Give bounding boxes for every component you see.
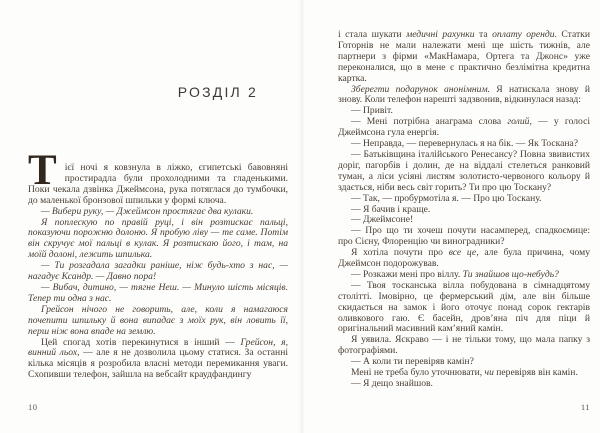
paragraph: — Розкажи мені про віллу. Ти знайшов що-небудь? <box>351 268 559 280</box>
paragraph: — Про що ти хочеш почути насамперед, спадкоємице: про Сієну, Флоренцію чи виноградники? <box>338 225 590 248</box>
paragraph: — Неправда, — перевернулась я на бік. — Як Тоскана? <box>351 138 579 150</box>
paragraph: — Так, — пробурмотіла я. — Про цю Тоскану. <box>351 192 542 204</box>
paragraph: Тієї ночі я ковзнула в ліжко, єгипетські бавовняні простирадла були прохолодними та гладенькими. Поки чекала дзвінка Джеймсона, рука потяглася до тумбочки, до маленької бронзової шпильки у формі ключа. <box>28 147 288 206</box>
paragraph: Зберегти подарунок анонімним. Я натискала знову й знову. Коли телефон нарешті задзвонив, відкинулася назад: <box>338 83 590 106</box>
page-number-left: 10 <box>28 402 38 412</box>
paragraph: — Привіт. <box>351 105 393 117</box>
drop-cap: Т <box>28 147 57 194</box>
paragraph: — Батьківщина італійського Ренесансу? Повна звивистих доріг, пагорбів і долин, де на віддалі стелеться ранковий туман, а ліси усіяні листям золотисто-червоного кольору й здається, ніби весь світ горить? Ти про цю Тоскану? <box>338 148 590 193</box>
paragraph: — А коли ти перевіряв камін? <box>351 356 474 368</box>
paragraph: Цей спогад хотів перекинутися в інший — Грейсон, я, винний льох, — але я не дозволила цьому статися. За останні кілька місяців я розробила власні методи перемикання уваги. Схопивши телефон, зайшла на вебсайт краудфандингу <box>28 336 288 381</box>
left-page-text <box>28 147 288 381</box>
paragraph: — Я бачив і краще. <box>351 203 431 215</box>
paragraph: — Вибач, дитино, — тягне Неш. — Минуло шість місяців. Тепер ти одна з нас. <box>28 281 288 304</box>
paragraph: Грейсон нічого не говорить, але, коли я намагаюся почепити шпильку й вона випадає з моїх рук, він ловить її, перш ніж вона впаде на землю. <box>28 303 288 337</box>
paragraph: Я поплескую по правій руці, і він розтискає пальці, показуючи порожню долоню. Я пробую ліву — те саме. Потім він скручує мої пальці в кулак. Я розтискаю його, і там, на моїй долоні, лежить шпилька. <box>28 216 288 261</box>
paragraph: і стала шукати медичні рахунки та оплату оренди. Статки Готорнів не мали належати мені ще шість тижнів, але партнери з фірми «МакНамара, Ортега та Джонс» уже переконалися, що в мене є практично безлімітна кредитна картка. <box>338 29 590 84</box>
page-number-right: 11 <box>580 402 590 412</box>
right-page[interactable] <box>338 0 590 433</box>
page-gutter <box>299 0 305 433</box>
right-page-text <box>338 30 590 390</box>
paragraph: — Ти розгадала загадки раніше, ніж будь-хто з нас, — нагадує Ксандр. — Давно пора! <box>28 260 288 283</box>
paragraph: Я хотіла почути про все це, але була причина, чому Джеймсон подорожував. <box>338 247 590 270</box>
left-page[interactable] <box>28 0 288 433</box>
paragraph: — Твоя тосканська вілла побудована в сімнадцятому столітті. Імовірно, це фермерський дім, але він більше скидається на замок і його оточує понад сорок гектарів оливкового гаю. Є басейн, дровʼяна піч для піци й оригінальний масивний камʼяний камін. <box>338 279 590 335</box>
paragraph: — Мені потрібна анаграма слова голий, — у голосі Джеймсона гула енергія. <box>338 116 590 139</box>
paragraph: — Я дещо знайшов. <box>351 378 433 389</box>
paragraph: — Джеймсоне! <box>351 214 414 226</box>
paragraph: Мені не треба було уточнювати, чи перевіряв він камін. <box>351 367 578 379</box>
chapter-heading: РОЗДІЛ 2 <box>177 84 258 100</box>
paragraph: Я уявила. Яскраво — і не тільки тому, що мала папку з фотографіями. <box>338 334 590 357</box>
paragraph: — Вибери руку, — Джеймсон простягає два кулаки. <box>41 205 254 217</box>
